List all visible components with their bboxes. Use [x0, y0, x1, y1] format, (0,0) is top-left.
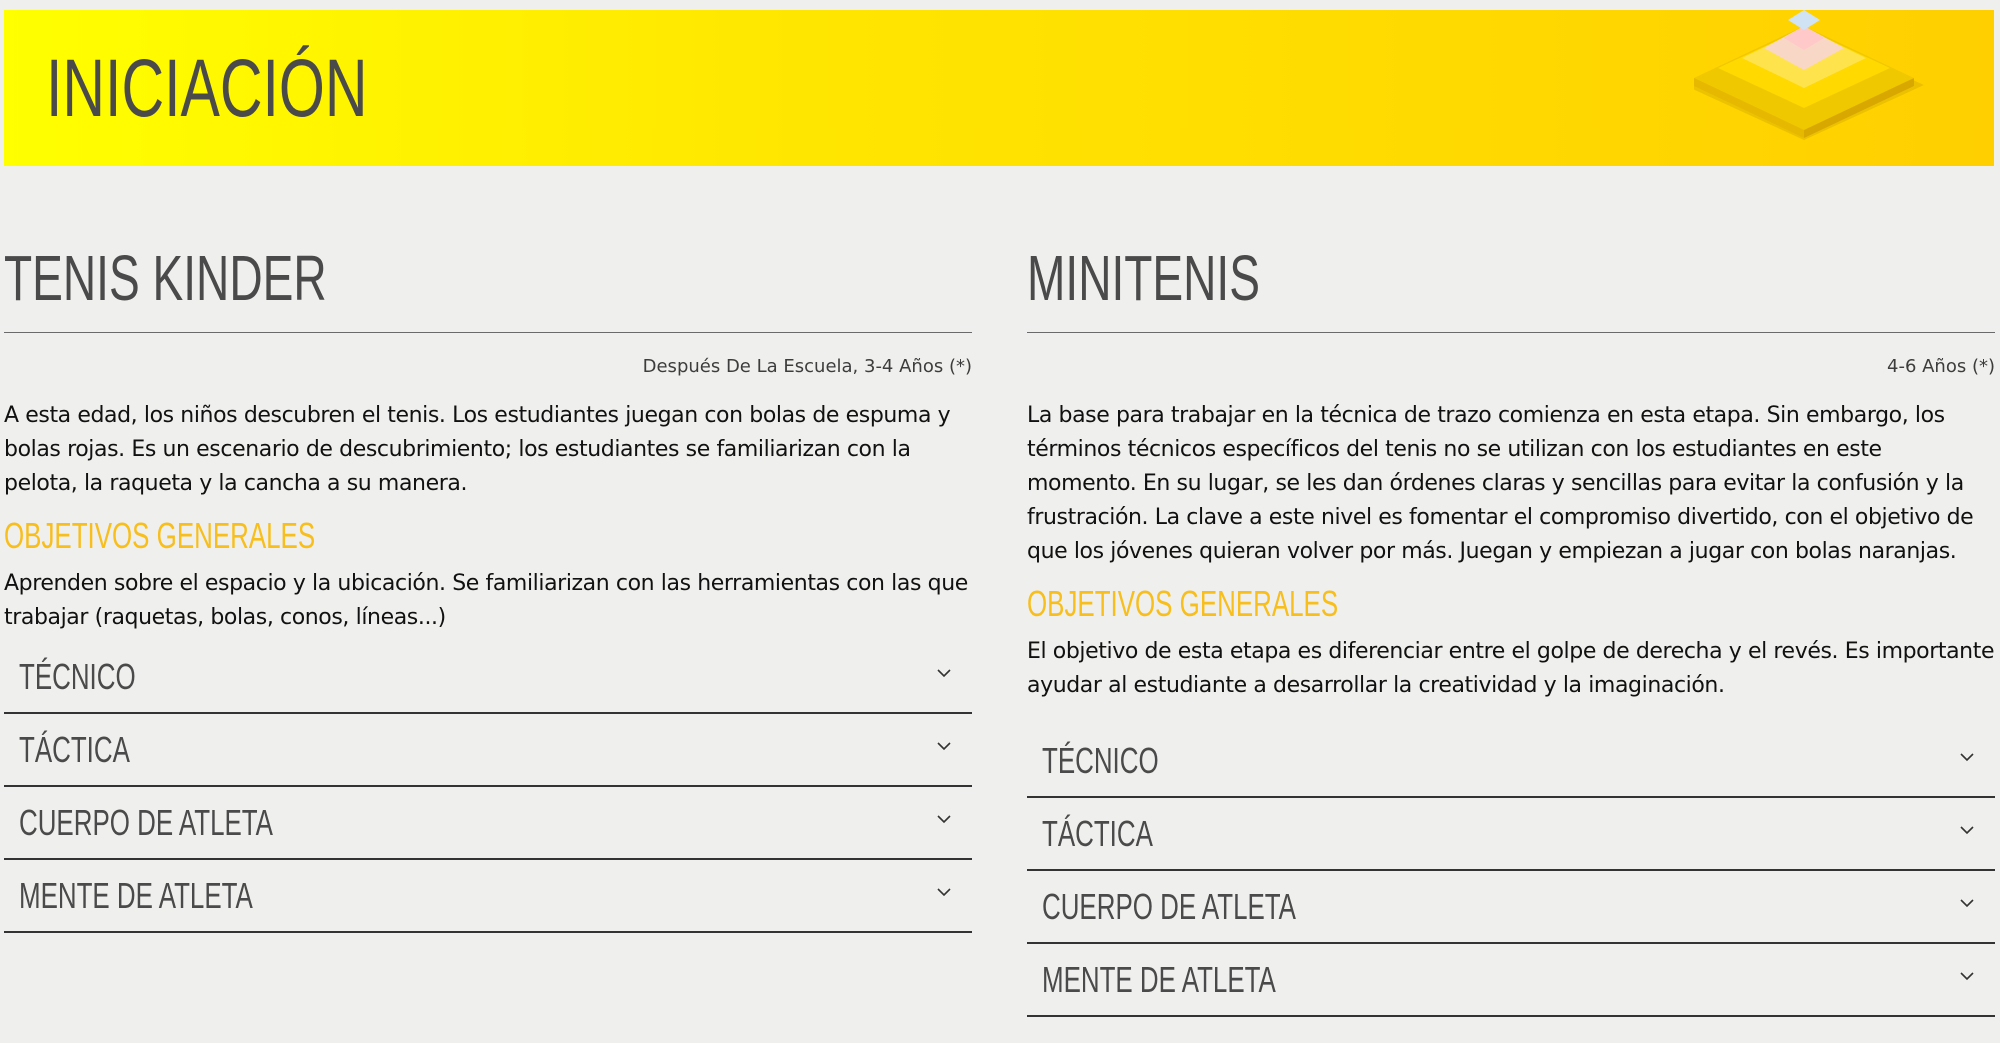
accordion-label: TÉCNICO [19, 656, 136, 697]
pyramid-icon [1694, 10, 1934, 150]
objectives-heading: OBJETIVOS GENERALES [4, 515, 316, 556]
accordion-item-tactica[interactable] [1027, 798, 1995, 871]
chevron-down-icon [1959, 749, 1975, 765]
accordion-label: TÁCTICA [1042, 813, 1153, 854]
age-subtitle: Después De La Escuela, 3-4 Años (*) [642, 356, 972, 377]
column-minitenis [1027, 238, 1995, 1017]
objectives-heading: OBJETIVOS GENERALES [1027, 583, 1339, 624]
accordion [4, 641, 972, 933]
section-description: A esta edad, los niños descubren el tenis. Los estudiantes juegan con bolas de espuma y bolas rojas. Es un escenario de descubrimiento; los estudiantes se familiarizan con la pelota, la raqueta y la cancha a su manera. [4, 403, 951, 496]
section-title: MINITENIS [1027, 242, 1260, 314]
page-title: INICIACIÓN [46, 43, 368, 134]
accordion-item-tecnico[interactable] [1027, 725, 1995, 798]
accordion-item-tecnico[interactable] [4, 641, 972, 714]
chevron-down-icon [936, 884, 952, 900]
accordion-label: CUERPO DE ATLETA [1042, 886, 1296, 927]
age-subtitle: 4-6 Años (*) [1887, 356, 1995, 377]
objectives-text: Aprenden sobre el espacio y la ubicación. Se familiarizan con las herramientas con las que trabajar (raquetas, bolas, conos, líneas...) [4, 571, 968, 630]
accordion-label: MENTE DE ATLETA [19, 875, 253, 916]
accordion-item-mente-de-atleta[interactable] [1027, 944, 1995, 1017]
accordion-item-cuerpo-de-atleta[interactable] [1027, 871, 1995, 944]
divider [1027, 332, 1995, 333]
accordion-label: MENTE DE ATLETA [1042, 959, 1276, 1000]
accordion-label: CUERPO DE ATLETA [19, 802, 273, 843]
chevron-down-icon [1959, 968, 1975, 984]
objectives-text: El objetivo de esta etapa es diferenciar entre el golpe de derecha y el revés. Es importante ayudar al estudiante a desarrollar la creatividad y la imaginación. [1027, 639, 1995, 698]
accordion-label: TÁCTICA [19, 729, 130, 770]
section-description: La base para trabajar en la técnica de trazo comienza en esta etapa. Sin embargo, los términos técnicos específicos del tenis no se utilizan con los estudiantes en este momento. En su lugar, se les dan órdenes claras y sencillas para evitar la confusión y la frustración. La clave a este nivel es fomentar el compromiso divertido, con el objetivo de que los jóvenes quieran volver por más. Juegan y empiezan a jugar con bolas naranjas. [1027, 403, 1974, 564]
chevron-down-icon [1959, 822, 1975, 838]
section-title: TENIS KINDER [4, 242, 327, 314]
column-tenis-kinder [4, 238, 972, 933]
accordion-item-cuerpo-de-atleta[interactable] [4, 787, 972, 860]
accordion [1027, 725, 1995, 1017]
accordion-item-mente-de-atleta[interactable] [4, 860, 972, 933]
page-banner [4, 10, 1994, 166]
divider [4, 332, 972, 333]
accordion-item-tactica[interactable] [4, 714, 972, 787]
chevron-down-icon [1959, 895, 1975, 911]
accordion-label: TÉCNICO [1042, 740, 1159, 781]
chevron-down-icon [936, 665, 952, 681]
chevron-down-icon [936, 811, 952, 827]
chevron-down-icon [936, 738, 952, 754]
